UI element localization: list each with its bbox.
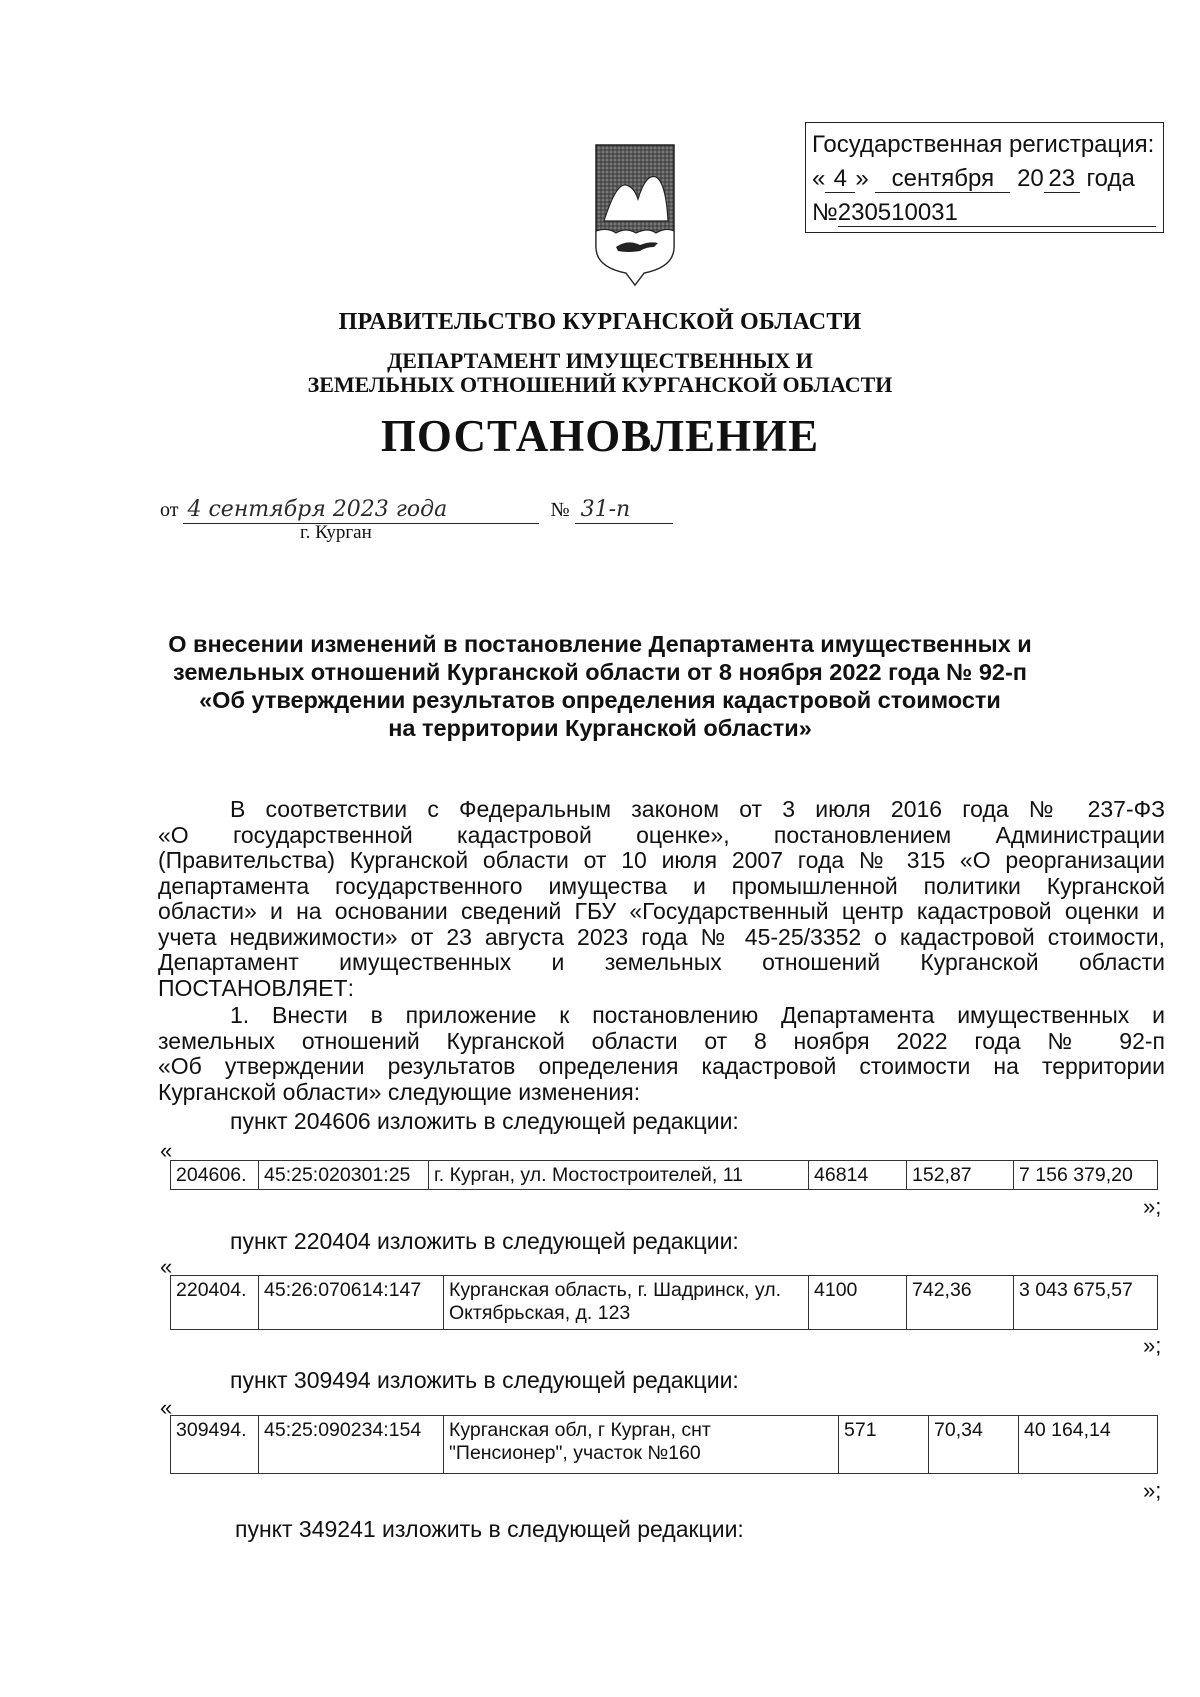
registration-year-prefix: 20 [1017, 165, 1044, 192]
registration-year-suffix: 23 [1044, 166, 1080, 193]
title-line: «Об утверждении результатов определения кадастровой стоимости [199, 687, 1001, 713]
title-line: земельных отношений Курганской области от 8 ноября 2022 года № 92-п [172, 659, 1027, 685]
close-quote: » [855, 165, 869, 192]
item-1-paragraph [158, 1003, 1165, 1105]
document-type-heading: ПОСТАНОВЛЕНИЕ [380, 411, 820, 461]
government-heading: ПРАВИТЕЛЬСТВО КУРГАНСКОЙ ОБЛАСТИ [338, 309, 862, 335]
registration-number: 230510031 [838, 200, 1156, 227]
title-line: О внесении изменений в постановление Департамента имущественных и [168, 631, 1032, 657]
body-line: земельных отношений Курганской области от 8 ноября 2022 года № 92-п [158, 1027, 1165, 1054]
registration-number-row [812, 196, 1163, 230]
body-line: 1. Внести в приложение к постановлению Департамента имущественных и [230, 1002, 1165, 1028]
table-cell-cadastral-number: 45:26:070614:147 [259, 1276, 444, 1330]
body-line: области» и на основании сведений ГБУ «Государственный центр кадастровой оценки и [158, 898, 1165, 924]
body-line: (Правительства) Курганской области от 10 июля 2007 года № 315 «О реорганизации [158, 847, 1165, 873]
preamble-paragraph [158, 797, 1165, 1001]
table-cell-area: 571 [839, 1416, 929, 1474]
date-line [160, 497, 673, 524]
table-cell-cadastral-number: 45:25:090234:154 [259, 1416, 444, 1474]
amendment-table-204606 [170, 1160, 1158, 1190]
amendment-table-309494 [170, 1415, 1158, 1474]
from-label: от [160, 499, 179, 521]
item-349241-intro: пункт 349241 изложить в следующей редакции: [235, 1516, 744, 1542]
amendment-table-220404 [170, 1275, 1158, 1330]
open-quote: « [160, 1395, 173, 1420]
body-line: департамента государственного имущества и промышленной политики Курганской [158, 872, 1165, 899]
title-line: на территории Курганской области» [388, 715, 812, 741]
body-line: Департамент имущественных и земельных отношений Курганской области [158, 949, 1165, 975]
table-cell-specific-value: 742,36 [907, 1276, 1014, 1330]
table-cell-cadastral-value: 3 043 675,57 [1014, 1276, 1158, 1330]
city-label: г. Курган [300, 522, 372, 543]
body-line: В соответствии с Федеральным законом от 3 июля 2016 года № 237-ФЗ [230, 796, 1165, 822]
table-cell-item: 204606. [171, 1161, 259, 1190]
open-quote: « [160, 1138, 173, 1163]
table-cell-cadastral-value: 7 156 379,20 [1014, 1161, 1158, 1190]
open-quote: « [812, 165, 826, 192]
table-cell-item: 309494. [171, 1416, 259, 1474]
table-row [171, 1276, 1158, 1330]
table-cell-cadastral-value: 40 164,14 [1019, 1416, 1158, 1474]
coat-of-arms-emblem [594, 143, 676, 293]
table-cell-area: 46814 [809, 1161, 907, 1190]
table-cell-address: Курганская область, г. Шадринск, ул. Октябрьская, д. 123 [444, 1276, 809, 1330]
registration-date [812, 162, 1163, 196]
body-line: «О государственной кадастровой оценке», постановлением Администрации [158, 821, 1165, 848]
registration-month: сентября [875, 166, 1010, 193]
item-309494-intro: пункт 309494 изложить в следующей редакции: [230, 1367, 739, 1393]
department-heading-line2: ЗЕМЕЛЬНЫХ ОТНОШЕНИЙ КУРГАНСКОЙ ОБЛАСТИ [307, 372, 893, 397]
table-row [171, 1416, 1158, 1474]
body-line: ПОСТАНОВЛЯЕТ: [158, 974, 354, 1001]
table-cell-area: 4100 [809, 1276, 907, 1330]
item-220404-intro: пункт 220404 изложить в следующей редакции: [230, 1228, 739, 1254]
registration-year-word: года [1086, 165, 1135, 192]
table-cell-address: г. Курган, ул. Мостостроителей, 11 [429, 1161, 809, 1190]
open-quote: « [160, 1254, 173, 1279]
document-title [0, 630, 1200, 742]
table-cell-address: Курганская обл, г Курган, снт "Пенсионер", участок №160 [444, 1416, 839, 1474]
registration-label: Государственная регистрация: [812, 131, 1155, 158]
department-heading-line1: ДЕПАРТАМЕНТ ИМУЩЕСТВЕННЫХ И [387, 348, 813, 373]
state-registration-box [805, 122, 1164, 233]
number-sign: № [550, 499, 570, 521]
handwritten-date: 4 сентября 2023 года [183, 497, 539, 524]
table-row [171, 1161, 1158, 1190]
close-quote: »; [1143, 1478, 1162, 1503]
body-line: Курганской области» следующие изменения: [158, 1078, 641, 1105]
body-line: учета недвижимости» от 23 августа 2023 года № 45-25/3352 о кадастровой стоимости, [158, 923, 1165, 950]
handwritten-number: 31-п [575, 497, 673, 524]
close-quote: »; [1143, 1194, 1162, 1219]
table-cell-item: 220404. [171, 1276, 259, 1330]
body-line: «Об утверждении результатов определения кадастровой стоимости на территории [158, 1053, 1165, 1079]
table-cell-cadastral-number: 45:25:020301:25 [259, 1161, 429, 1190]
item-204606-intro: пункт 204606 изложить в следующей редакции: [230, 1108, 739, 1134]
table-cell-specific-value: 152,87 [907, 1161, 1014, 1190]
table-cell-specific-value: 70,34 [929, 1416, 1019, 1474]
close-quote: »; [1143, 1333, 1162, 1358]
number-sign: № [812, 199, 838, 226]
registration-day: 4 [825, 166, 855, 193]
